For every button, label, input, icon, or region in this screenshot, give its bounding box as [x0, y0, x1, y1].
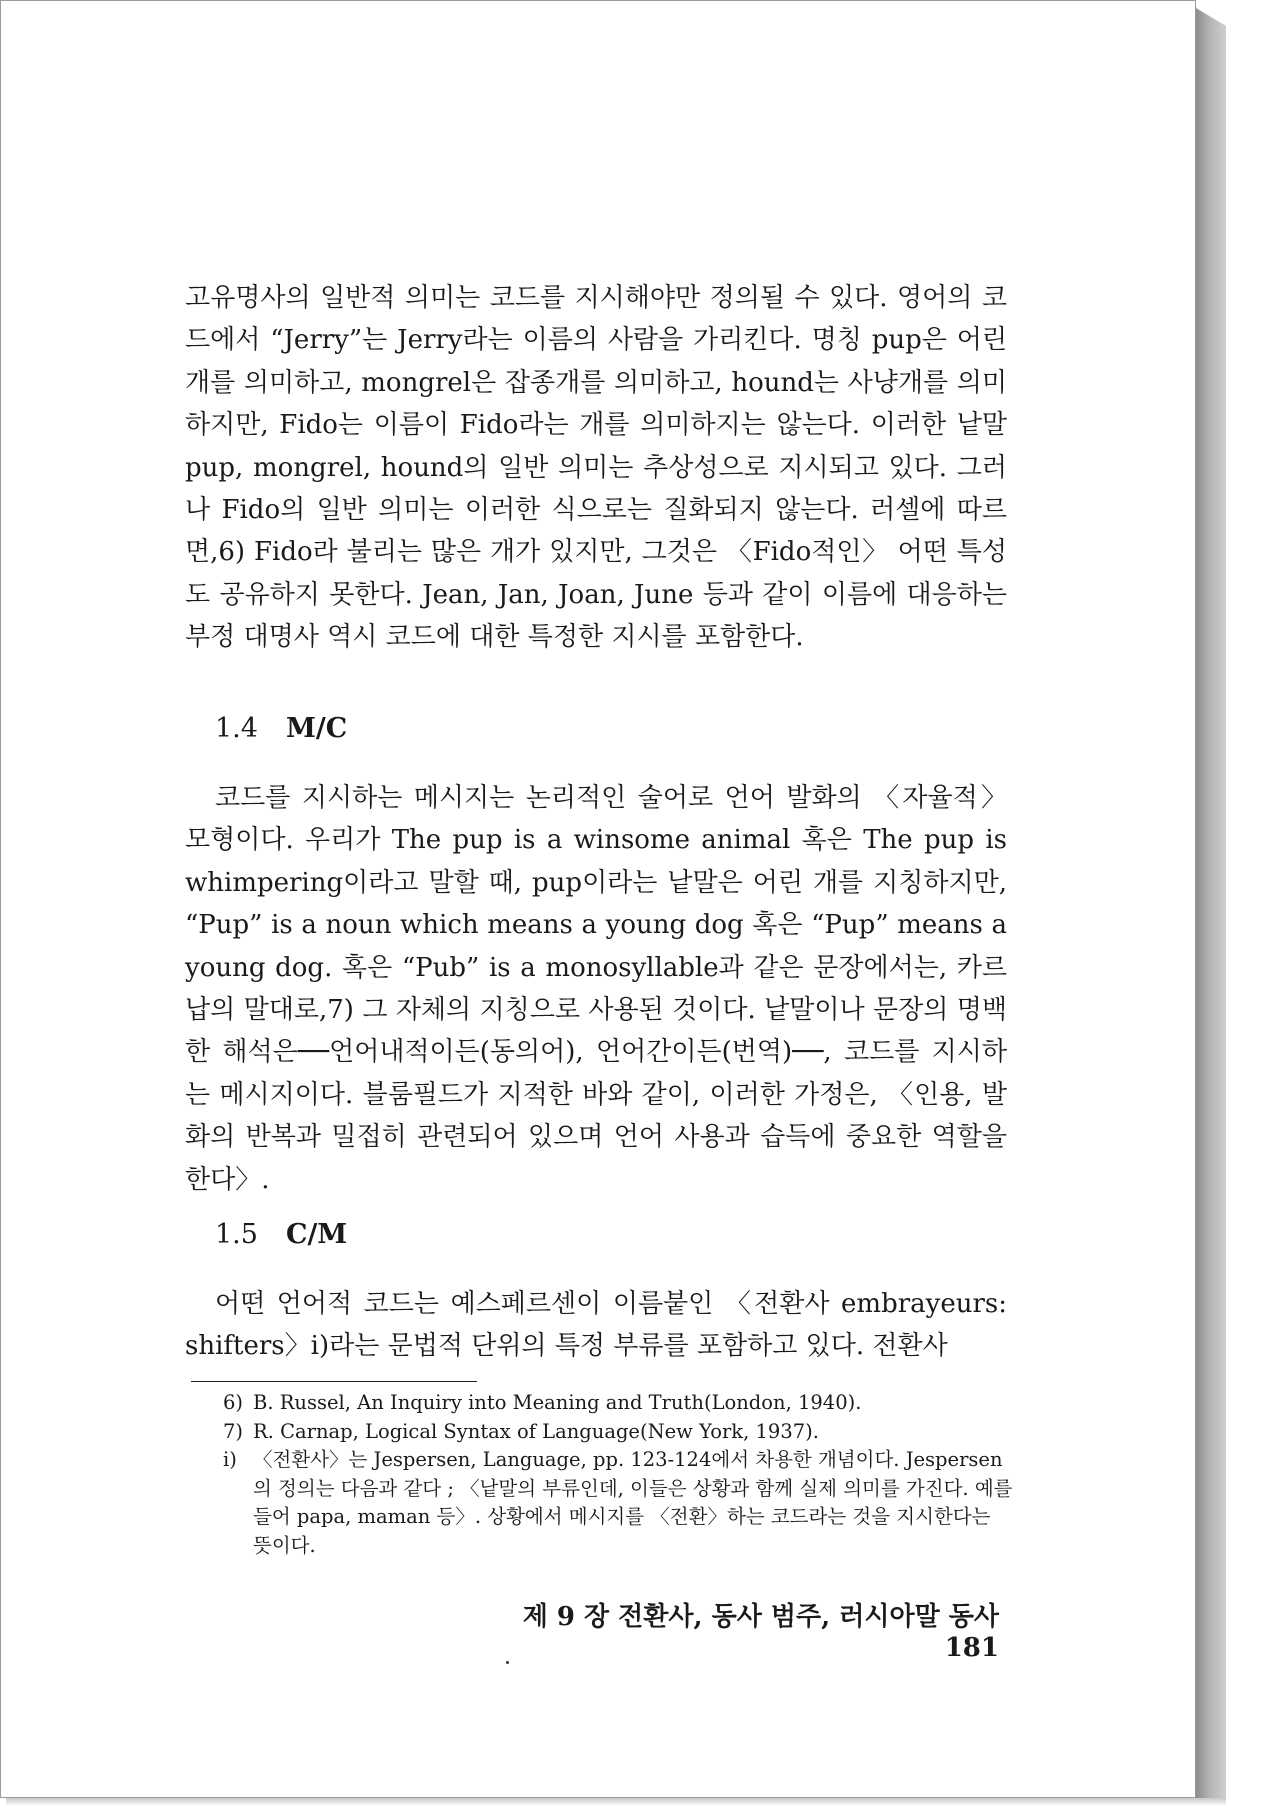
footnote-text: B. Russel, An Inquiry into Meaning and Truth(London, 1940).	[253, 1391, 862, 1414]
footnote-mark: 7)	[223, 1419, 244, 1443]
footnote-i	[223, 1446, 1013, 1560]
body-paragraph-3: 어떤 언어적 코드는 예스페르센이 이름붙인 〈전환사 embrayeurs: shifters〉i)라는 문법적 단위의 특정 부류를 포함하고 있다. 전환사	[185, 1289, 1007, 1362]
section-number: 1.5	[215, 1219, 258, 1250]
section-number: 1.4	[215, 713, 258, 744]
body-paragraph-2: 코드를 지시하는 메시지는 논리적인 술어로 언어 발화의 〈자율적〉 모형이다. 우리가 The pup is a winsome animal 혹은 The pup is whimpering이라고 말할 때, pup이라는 낱말은 어린 개를 지칭하지만, “Pup” is a noun which means a young dog 혹은 “Pup” means a young dog. 혹은 “Pub” is a monosyllable과 같은 문장에서는, 카르납의 말대로,7) 그 자체의 지칭으로 사용된 것이다. 낱말이나 문장의 명백한 해석은──언어내적이든(동의어), 언어간이든(번역)──, 코드를 지시하는 메시지이다. 블룸필드가 지적한 바와 같이, 이러한 가정은, 〈인용, 발화의 반복과 밀접히 관련되어 있으며 언어 사용과 습득에 중요한 역할을 한다〉.	[185, 783, 1007, 1195]
page-number: 181	[944, 1633, 999, 1663]
section-title: M/C	[285, 713, 348, 744]
footnote-text: R. Carnap, Logical Syntax of Language(New York, 1937).	[253, 1419, 819, 1443]
footnotes	[223, 1389, 1013, 1560]
page-bottom-shadow	[6, 1798, 1226, 1806]
print-speck	[506, 1661, 509, 1664]
section-title: C/M	[285, 1219, 348, 1250]
footnote-6	[223, 1389, 1013, 1418]
footnote-mark: 6)	[223, 1391, 244, 1414]
section-heading-1-5	[215, 1219, 347, 1250]
running-footer	[449, 1596, 999, 1663]
footnote-divider	[191, 1381, 477, 1382]
footnote-text: 〈전환사〉는 Jespersen, Language, pp. 123-124에서 차용한 개념이다. Jespersen의 정의는 다음과 같다 ; 〈낱말의 부류인데, 이들은 상황과 함께 실제 의미를 가진다. 예를 들어 papa, maman 등〉. 상황에서 메시지를 〈전환〉하는 코드라는 것을 지시한다는 뜻이다.	[253, 1448, 1013, 1557]
footnote-7	[223, 1418, 1013, 1447]
section-heading-1-4	[215, 713, 347, 744]
footnote-mark: i)	[223, 1448, 237, 1471]
page-edge-shadow	[1196, 8, 1226, 1798]
body-paragraph-1: 고유명사의 일반적 의미는 코드를 지시해야만 정의될 수 있다. 영어의 코드에서 “Jerry”는 Jerry라는 이름의 사람을 가리킨다. 명칭 pup은 어린 개를 의미하고, mongrel은 잡종개를 의미하고, hound는 사냥개를 의미하지만, Fido는 이름이 Fido라는 개를 의미하지는 않는다. 이러한 낱말 pup, mongrel, hound의 일반 의미는 추상성으로 지시되고 있다. 그러나 Fido의 일반 의미는 이러한 식으로는 질화되지 않는다. 러셀에 따르면,6) Fido라 불리는 많은 개가 있지만, 그것은 〈Fido적인〉 어떤 특성도 공유하지 못한다. Jean, Jan, Joan, June 등과 같이 이름에 대응하는 부정 대명사 역시 코드에 대한 특정한 지시를 포함한다.	[185, 283, 1007, 653]
chapter-title: 제 9 장 전환사, 동사 범주, 러시아말 동사	[522, 1602, 999, 1632]
